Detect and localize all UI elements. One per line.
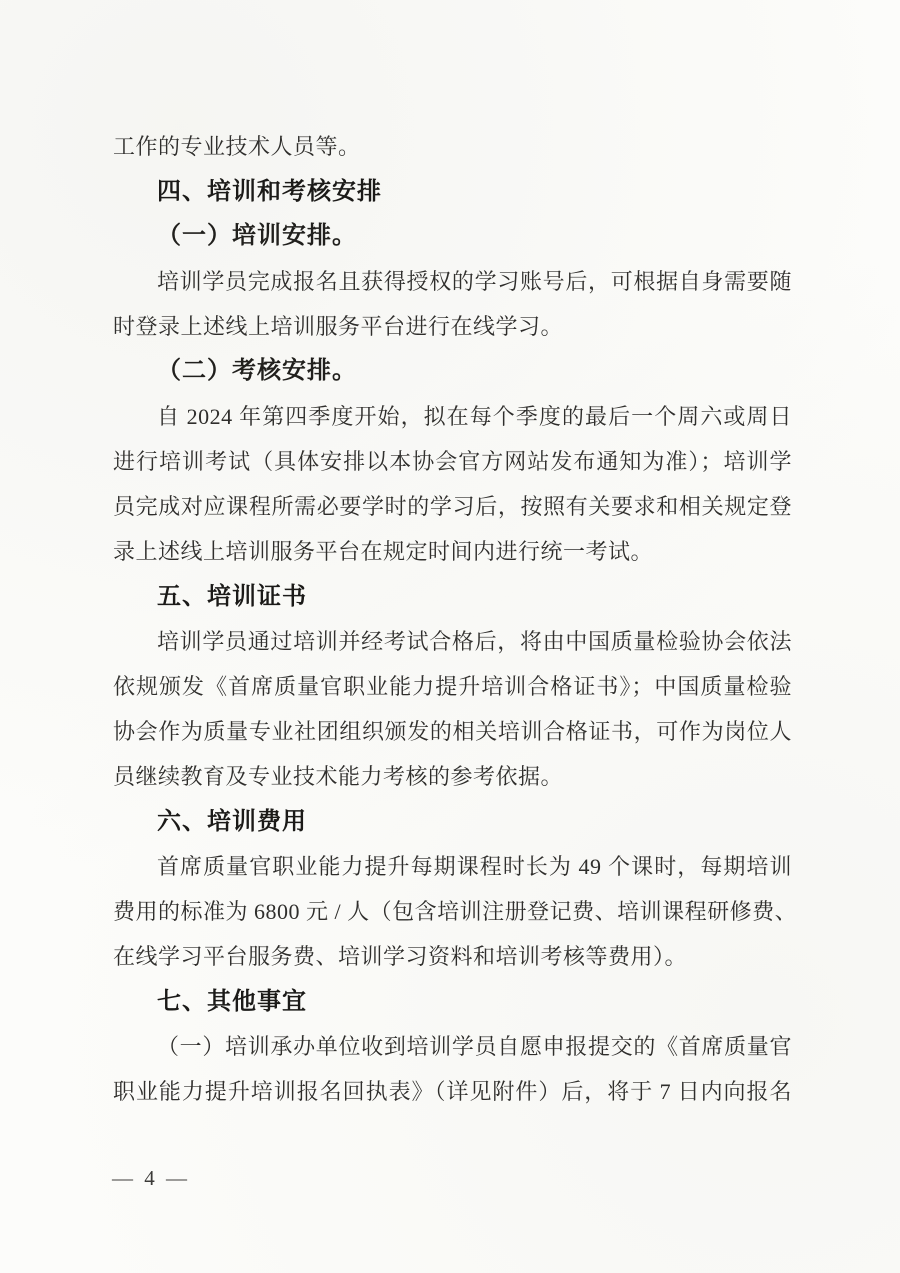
text-line: 培训学员通过培训并经考试合格后，将由中国质量检验协会依法 [157, 629, 792, 654]
text-line: 员完成对应课程所需必要学时的学习后，按照有关要求和相关规定登 [113, 494, 792, 519]
text-line: 工作的专业技术人员等。 [113, 134, 361, 159]
text-line: 自 2024 年第四季度开始，拟在每个季度的最后一个周六或周日 [157, 404, 792, 429]
text-line: （一）培训承办单位收到培训学员自愿申报提交的《首席质量官 [157, 1034, 792, 1059]
subsection-heading: （二）考核安排。 [157, 358, 357, 384]
section-heading-4: 四、培训和考核安排 [157, 178, 382, 205]
text-line: 依规颁发《首席质量官职业能力提升培训合格证书》；中国质量检验 [113, 674, 792, 699]
text-line: 进行培训考试（具体安排以本协会官方网站发布通知为准）；培训学 [113, 449, 792, 474]
text-line: 首席质量官职业能力提升每期课程时长为 49 个课时，每期培训 [157, 854, 792, 879]
text-line: 在线学习平台服务费、培训学习资料和培训考核等费用）。 [113, 944, 688, 969]
document-body [113, 124, 798, 1114]
text-line: 录上述线上培训服务平台在规定时间内进行统一考试。 [113, 539, 654, 564]
page-number: — 4 — [112, 1166, 190, 1190]
text-line: 协会作为质量专业社团组织颁发的相关培训合格证书，可作为岗位人 [113, 719, 792, 744]
section-heading-6: 六、培训费用 [157, 808, 307, 835]
section-heading-7: 七、其他事宜 [157, 988, 307, 1015]
text-line: 时登录上述线上培训服务平台进行在线学习。 [113, 314, 564, 339]
text-line: 培训学员完成报名且获得授权的学习账号后，可根据自身需要随 [157, 269, 792, 294]
subsection-heading: （一）培训安排。 [157, 223, 357, 249]
text-line: 费用的标准为 6800 元 / 人（包含培训注册登记费、培训课程研修费、 [113, 899, 798, 924]
text-line: 职业能力提升培训报名回执表》（详见附件）后，将于 7 日内向报名 [113, 1079, 792, 1104]
section-heading-5: 五、培训证书 [157, 583, 307, 610]
text-line: 员继续教育及专业技术能力考核的参考依据。 [113, 764, 564, 789]
